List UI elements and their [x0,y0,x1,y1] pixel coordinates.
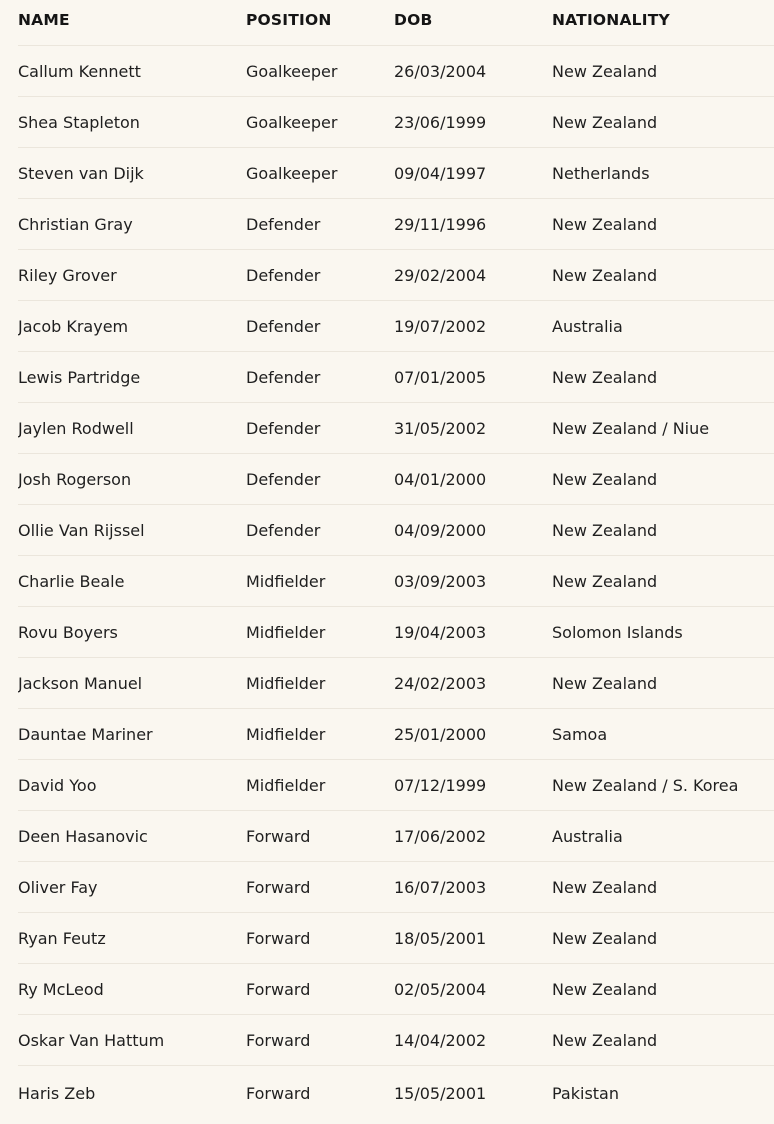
table-row [18,964,774,1015]
player-dob: 24/02/2003 [394,673,487,693]
player-name: Callum Kennett [18,61,141,81]
player-dob: 14/04/2002 [394,1030,487,1050]
player-name: Josh Rogerson [18,469,132,489]
player-dob: 29/02/2004 [394,265,487,285]
player-name: Charlie Beale [18,571,125,591]
player-nationality: Solomon Islands [552,622,683,642]
player-position: Forward [246,877,311,897]
player-position: Defender [246,418,321,438]
player-nationality: New Zealand [552,877,658,897]
table-row [18,913,774,964]
player-nationality: Australia [552,826,623,846]
player-position: Midfielder [246,724,326,744]
squad-table [18,0,774,1121]
player-name: Jaylen Rodwell [18,418,134,438]
player-nationality: New Zealand [552,979,658,999]
player-position: Defender [246,214,321,234]
player-nationality: Netherlands [552,163,650,183]
table-row [18,352,774,403]
player-name: Oliver Fay [18,877,98,897]
player-position: Defender [246,367,321,387]
table-row [18,148,774,199]
table-row [18,1066,774,1121]
player-name: Ry McLeod [18,979,104,999]
table-row [18,811,774,862]
player-name: Ollie Van Rijssel [18,520,145,540]
player-nationality: New Zealand [552,112,658,132]
player-name: Steven van Dijk [18,163,144,183]
player-position: Forward [246,1084,311,1103]
column-header-dob: DOB [394,10,433,29]
player-name: Riley Grover [18,265,117,285]
player-nationality: New Zealand [552,61,658,81]
player-dob: 19/07/2002 [394,316,487,336]
player-name: Deen Hasanovic [18,826,148,846]
table-row [18,199,774,250]
player-dob: 25/01/2000 [394,724,487,744]
player-dob: 07/01/2005 [394,367,487,387]
player-name: Christian Gray [18,214,133,234]
table-row [18,97,774,148]
player-dob: 04/09/2000 [394,520,487,540]
player-name: Haris Zeb [18,1084,96,1103]
player-position: Forward [246,1030,311,1050]
table-header-row [18,0,774,46]
player-nationality: Samoa [552,724,608,744]
player-nationality: New Zealand [552,367,658,387]
player-position: Defender [246,265,321,285]
player-dob: 09/04/1997 [394,163,487,183]
player-position: Defender [246,316,321,336]
player-name: Rovu Boyers [18,622,118,642]
player-position: Forward [246,826,311,846]
table-row [18,607,774,658]
player-dob: 29/11/1996 [394,214,487,234]
table-row [18,760,774,811]
player-position: Midfielder [246,622,326,642]
table-row [18,862,774,913]
player-dob: 07/12/1999 [394,775,487,795]
player-name: Oskar Van Hattum [18,1030,165,1050]
player-nationality: New Zealand [552,265,658,285]
player-dob: 17/06/2002 [394,826,487,846]
column-header-position: POSITION [246,10,332,29]
player-position: Goalkeeper [246,163,338,183]
table-row [18,556,774,607]
table-row [18,709,774,760]
player-dob: 31/05/2002 [394,418,487,438]
player-position: Forward [246,928,311,948]
player-dob: 02/05/2004 [394,979,487,999]
player-name: Jackson Manuel [18,673,143,693]
player-name: Dauntae Mariner [18,724,153,744]
player-name: Lewis Partridge [18,367,141,387]
table-row [18,1015,774,1066]
player-dob: 19/04/2003 [394,622,487,642]
player-dob: 03/09/2003 [394,571,487,591]
player-nationality: Australia [552,316,623,336]
player-nationality: New Zealand [552,928,658,948]
player-nationality: New Zealand [552,571,658,591]
player-dob: 26/03/2004 [394,61,487,81]
player-position: Midfielder [246,775,326,795]
player-nationality: New Zealand [552,1030,658,1050]
player-position: Goalkeeper [246,112,338,132]
player-nationality: New Zealand [552,673,658,693]
player-position: Defender [246,520,321,540]
player-nationality: New Zealand [552,469,658,489]
table-row [18,46,774,97]
player-position: Midfielder [246,673,326,693]
table-body [18,46,774,1121]
table-row [18,505,774,556]
table-row [18,250,774,301]
player-name: Shea Stapleton [18,112,140,132]
player-dob: 16/07/2003 [394,877,487,897]
player-name: David Yoo [18,775,97,795]
player-nationality: New Zealand [552,520,658,540]
table-row [18,454,774,505]
player-position: Goalkeeper [246,61,338,81]
player-name: Jacob Krayem [18,316,129,336]
player-dob: 18/05/2001 [394,928,487,948]
column-header-nationality: NATIONALITY [552,10,670,29]
player-dob: 15/05/2001 [394,1084,487,1103]
player-position: Forward [246,979,311,999]
column-header-name: NAME [18,10,70,29]
player-nationality: Pakistan [552,1084,619,1103]
player-nationality: New Zealand / Niue [552,418,710,438]
player-dob: 23/06/1999 [394,112,487,132]
table-row [18,403,774,454]
player-name: Ryan Feutz [18,928,106,948]
player-position: Midfielder [246,571,326,591]
table-row [18,301,774,352]
table-row [18,658,774,709]
player-nationality: New Zealand / S. Korea [552,775,739,795]
player-nationality: New Zealand [552,214,658,234]
player-dob: 04/01/2000 [394,469,487,489]
player-position: Defender [246,469,321,489]
